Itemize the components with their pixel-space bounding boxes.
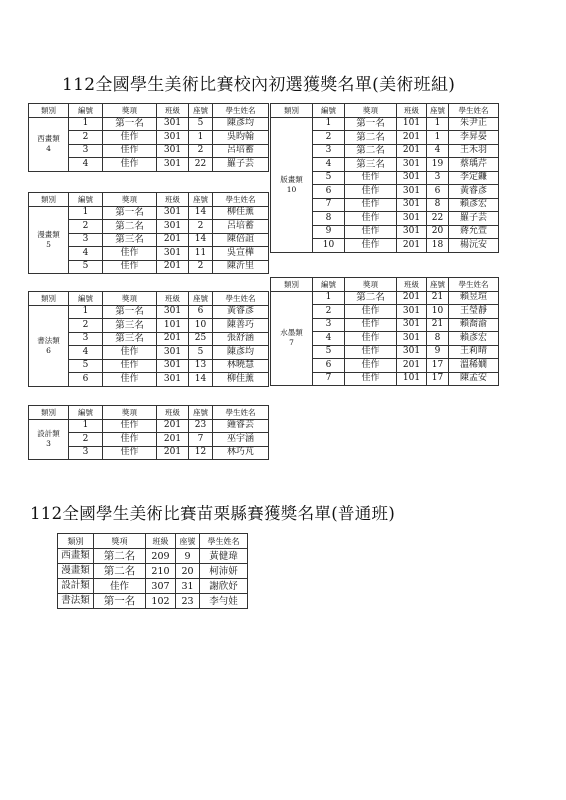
table-header-row bbox=[271, 104, 499, 118]
class-number: 210 bbox=[146, 564, 176, 579]
class-number: 101 bbox=[397, 372, 427, 386]
header-number: 編號 bbox=[69, 104, 103, 118]
award-rank: 佳作 bbox=[94, 579, 146, 594]
award-rank: 第一名 bbox=[103, 117, 157, 131]
student-name: 吳宣樺 bbox=[213, 247, 269, 261]
header-name: 學生姓名 bbox=[449, 104, 499, 118]
class-number: 201 bbox=[157, 260, 189, 274]
table-header-row bbox=[29, 406, 269, 420]
seat-number: 23 bbox=[176, 594, 200, 609]
category-cell bbox=[271, 117, 313, 252]
table-header-row bbox=[271, 278, 499, 292]
header-name: 學生姓名 bbox=[449, 278, 499, 292]
class-number: 101 bbox=[157, 319, 189, 333]
class-number: 101 bbox=[397, 117, 427, 131]
entry-number: 9 bbox=[313, 225, 345, 239]
table-row bbox=[271, 117, 499, 131]
painting-award-table bbox=[28, 103, 269, 172]
student-name: 李勻娃 bbox=[200, 594, 248, 609]
class-number: 301 bbox=[397, 225, 427, 239]
award-rank: 第二名 bbox=[345, 291, 397, 305]
table-row bbox=[58, 549, 248, 564]
award-rank: 第三名 bbox=[103, 233, 157, 247]
class-number: 301 bbox=[397, 305, 427, 319]
student-name: 陳沂里 bbox=[213, 260, 269, 274]
entry-number: 2 bbox=[69, 220, 103, 234]
seat-number: 11 bbox=[189, 247, 213, 261]
seat-number: 17 bbox=[427, 372, 449, 386]
comic-award-table bbox=[28, 192, 269, 274]
award-rank: 佳作 bbox=[345, 345, 397, 359]
header-class: 班級 bbox=[397, 278, 427, 292]
header-seat: 座號 bbox=[176, 534, 200, 549]
award-rank: 佳作 bbox=[345, 359, 397, 373]
student-name: 李昇晏 bbox=[449, 131, 499, 145]
header-category: 類別 bbox=[29, 292, 69, 306]
seat-number: 14 bbox=[189, 233, 213, 247]
header-seat: 座號 bbox=[427, 104, 449, 118]
entry-number: 5 bbox=[313, 345, 345, 359]
student-name: 溫稀嫺 bbox=[449, 359, 499, 373]
seat-number: 19 bbox=[427, 158, 449, 172]
table-header-row bbox=[29, 193, 269, 207]
student-name: 柯沛妍 bbox=[200, 564, 248, 579]
entry-number: 6 bbox=[313, 185, 345, 199]
entry-number: 6 bbox=[313, 359, 345, 373]
entry-number: 3 bbox=[69, 446, 103, 460]
class-number: 301 bbox=[157, 117, 189, 131]
entry-number: 8 bbox=[313, 212, 345, 226]
class-number: 301 bbox=[157, 131, 189, 145]
entry-number: 1 bbox=[69, 419, 103, 433]
student-name: 賴彥宏 bbox=[449, 198, 499, 212]
award-rank: 佳作 bbox=[103, 247, 157, 261]
student-name: 黃睿彥 bbox=[213, 305, 269, 319]
category-cell bbox=[29, 305, 69, 386]
class-number: 301 bbox=[397, 318, 427, 332]
ink-award-table bbox=[270, 277, 499, 386]
table-row bbox=[29, 206, 269, 220]
student-name: 陳倍誼 bbox=[213, 233, 269, 247]
header-class: 班級 bbox=[157, 193, 189, 207]
award-rank: 第一名 bbox=[345, 117, 397, 131]
seat-number: 2 bbox=[189, 260, 213, 274]
seat-number: 25 bbox=[189, 332, 213, 346]
header-class: 班級 bbox=[157, 406, 189, 420]
header-seat: 座號 bbox=[189, 406, 213, 420]
award-rank: 佳作 bbox=[345, 239, 397, 253]
seat-number: 14 bbox=[189, 373, 213, 387]
header-category: 類別 bbox=[29, 406, 69, 420]
class-number: 301 bbox=[157, 346, 189, 360]
student-name: 羅子芸 bbox=[213, 158, 269, 172]
header-number: 編號 bbox=[313, 278, 345, 292]
award-rank: 佳作 bbox=[345, 305, 397, 319]
student-name: 王瑩靜 bbox=[449, 305, 499, 319]
seat-number: 21 bbox=[427, 318, 449, 332]
seat-number: 1 bbox=[189, 131, 213, 145]
class-number: 301 bbox=[397, 158, 427, 172]
category-cell bbox=[29, 117, 69, 171]
category-count: 7 bbox=[289, 338, 294, 348]
category-label: 漫畫類 bbox=[37, 229, 60, 239]
class-number: 201 bbox=[397, 131, 427, 145]
award-rank: 佳作 bbox=[345, 225, 397, 239]
seat-number: 17 bbox=[427, 359, 449, 373]
header-number: 編號 bbox=[69, 406, 103, 420]
header-name: 學生姓名 bbox=[213, 406, 269, 420]
seat-number: 2 bbox=[189, 144, 213, 158]
header-category: 類別 bbox=[29, 104, 69, 118]
student-name: 蔡瑀芹 bbox=[449, 158, 499, 172]
student-name: 王莉晴 bbox=[449, 345, 499, 359]
header-seat: 座號 bbox=[189, 292, 213, 306]
entry-number: 2 bbox=[69, 433, 103, 447]
entry-number: 3 bbox=[69, 233, 103, 247]
student-name: 陳彥均 bbox=[213, 346, 269, 360]
class-number: 201 bbox=[397, 144, 427, 158]
entry-number: 10 bbox=[313, 239, 345, 253]
class-number: 209 bbox=[146, 549, 176, 564]
page-title-school: 112全國學生美術比賽校內初選獲獎名單(美術班組) bbox=[62, 75, 456, 95]
student-name: 黃健瑋 bbox=[200, 549, 248, 564]
seat-number: 22 bbox=[427, 212, 449, 226]
entry-number: 1 bbox=[313, 291, 345, 305]
student-name: 賴彥宏 bbox=[449, 332, 499, 346]
category-count: 6 bbox=[46, 345, 51, 355]
category-count: 10 bbox=[286, 184, 297, 194]
entry-number: 5 bbox=[313, 171, 345, 185]
class-number: 301 bbox=[397, 212, 427, 226]
category-cell: 漫畫類 bbox=[58, 564, 94, 579]
header-category: 類別 bbox=[58, 534, 94, 549]
award-rank: 第三名 bbox=[103, 319, 157, 333]
entry-number: 5 bbox=[69, 260, 103, 274]
seat-number: 20 bbox=[427, 225, 449, 239]
award-rank: 佳作 bbox=[345, 185, 397, 199]
header-name: 學生姓名 bbox=[200, 534, 248, 549]
student-name: 陳彥均 bbox=[213, 117, 269, 131]
printmaking-award-table bbox=[270, 103, 499, 253]
student-name: 巫宇涵 bbox=[213, 433, 269, 447]
award-rank: 佳作 bbox=[345, 212, 397, 226]
award-rank: 佳作 bbox=[103, 373, 157, 387]
entry-number: 4 bbox=[69, 346, 103, 360]
category-count: 5 bbox=[46, 239, 51, 249]
award-rank: 第三名 bbox=[103, 332, 157, 346]
award-rank: 佳作 bbox=[103, 346, 157, 360]
table-row bbox=[29, 117, 269, 131]
header-award: 獎項 bbox=[345, 104, 397, 118]
table-header-row bbox=[58, 534, 248, 549]
table-row bbox=[29, 419, 269, 433]
award-rank: 第三名 bbox=[345, 158, 397, 172]
seat-number: 31 bbox=[176, 579, 200, 594]
header-class: 班級 bbox=[397, 104, 427, 118]
student-name: 黃睿彥 bbox=[449, 185, 499, 199]
seat-number: 6 bbox=[189, 305, 213, 319]
student-name: 李定鐮 bbox=[449, 171, 499, 185]
page-title-county: 112全國學生美術比賽苗栗縣賽獲獎名單(普通班) bbox=[30, 504, 396, 523]
student-name: 楊沅安 bbox=[449, 239, 499, 253]
category-label: 西畫類 bbox=[37, 134, 60, 143]
class-number: 301 bbox=[397, 332, 427, 346]
table-header-row bbox=[29, 292, 269, 306]
category-cell bbox=[29, 206, 69, 274]
class-number: 201 bbox=[157, 233, 189, 247]
entry-number: 2 bbox=[313, 305, 345, 319]
class-number: 201 bbox=[397, 359, 427, 373]
seat-number: 22 bbox=[189, 158, 213, 172]
seat-number: 23 bbox=[189, 419, 213, 433]
category-cell: 書法類 bbox=[58, 594, 94, 609]
student-name: 謝欣妤 bbox=[200, 579, 248, 594]
seat-number: 5 bbox=[189, 346, 213, 360]
award-rank: 第一名 bbox=[94, 594, 146, 609]
award-rank: 第一名 bbox=[103, 305, 157, 319]
award-rank: 佳作 bbox=[103, 419, 157, 433]
seat-number: 8 bbox=[427, 198, 449, 212]
header-award: 獎項 bbox=[103, 406, 157, 420]
seat-number: 3 bbox=[427, 171, 449, 185]
class-number: 201 bbox=[397, 239, 427, 253]
table-row bbox=[271, 291, 499, 305]
entry-number: 4 bbox=[313, 332, 345, 346]
seat-number: 7 bbox=[189, 433, 213, 447]
seat-number: 18 bbox=[427, 239, 449, 253]
class-number: 301 bbox=[157, 359, 189, 373]
entry-number: 4 bbox=[313, 158, 345, 172]
seat-number: 4 bbox=[427, 144, 449, 158]
seat-number: 1 bbox=[427, 131, 449, 145]
seat-number: 5 bbox=[189, 117, 213, 131]
entry-number: 1 bbox=[69, 305, 103, 319]
seat-number: 6 bbox=[427, 185, 449, 199]
header-award: 獎項 bbox=[103, 193, 157, 207]
student-name: 朱尹正 bbox=[449, 117, 499, 131]
category-cell: 西畫類 bbox=[58, 549, 94, 564]
table-row bbox=[29, 305, 269, 319]
student-name: 張舒涵 bbox=[213, 332, 269, 346]
category-cell bbox=[271, 291, 313, 386]
class-number: 301 bbox=[157, 206, 189, 220]
class-number: 201 bbox=[157, 419, 189, 433]
category-count: 3 bbox=[46, 439, 51, 449]
entry-number: 3 bbox=[313, 144, 345, 158]
entry-number: 1 bbox=[69, 117, 103, 131]
award-rank: 佳作 bbox=[345, 198, 397, 212]
header-award: 獎項 bbox=[345, 278, 397, 292]
header-award: 獎項 bbox=[103, 292, 157, 306]
table-row bbox=[58, 579, 248, 594]
header-class: 班級 bbox=[157, 292, 189, 306]
award-rank: 佳作 bbox=[345, 171, 397, 185]
student-name: 柳佳薰 bbox=[213, 206, 269, 220]
student-name: 賴昱瑄 bbox=[449, 291, 499, 305]
class-number: 102 bbox=[146, 594, 176, 609]
entry-number: 3 bbox=[313, 318, 345, 332]
student-name: 柳佳薰 bbox=[213, 373, 269, 387]
student-name: 呂培蓄 bbox=[213, 220, 269, 234]
category-count: 4 bbox=[46, 144, 51, 153]
class-number: 201 bbox=[157, 433, 189, 447]
design-award-table bbox=[28, 405, 269, 460]
student-name: 林曉慧 bbox=[213, 359, 269, 373]
student-name: 賴喬渝 bbox=[449, 318, 499, 332]
student-name: 蔣允萱 bbox=[449, 225, 499, 239]
header-award: 獎項 bbox=[103, 104, 157, 118]
header-name: 學生姓名 bbox=[213, 104, 269, 118]
table-header-row bbox=[29, 104, 269, 118]
category-cell bbox=[29, 419, 69, 460]
class-number: 301 bbox=[397, 171, 427, 185]
award-rank: 佳作 bbox=[345, 332, 397, 346]
category-label: 書法類 bbox=[37, 335, 60, 345]
class-number: 301 bbox=[157, 158, 189, 172]
student-name: 羅子芸 bbox=[449, 212, 499, 226]
entry-number: 3 bbox=[69, 332, 103, 346]
award-rank: 佳作 bbox=[345, 372, 397, 386]
header-category: 類別 bbox=[271, 104, 313, 118]
seat-number: 14 bbox=[189, 206, 213, 220]
award-rank: 佳作 bbox=[103, 131, 157, 145]
seat-number: 20 bbox=[176, 564, 200, 579]
header-class: 班級 bbox=[146, 534, 176, 549]
class-number: 301 bbox=[397, 198, 427, 212]
class-number: 301 bbox=[157, 220, 189, 234]
entry-number: 1 bbox=[313, 117, 345, 131]
entry-number: 5 bbox=[69, 359, 103, 373]
header-seat: 座號 bbox=[189, 193, 213, 207]
seat-number: 8 bbox=[427, 332, 449, 346]
seat-number: 2 bbox=[189, 220, 213, 234]
class-number: 201 bbox=[397, 291, 427, 305]
entry-number: 4 bbox=[69, 158, 103, 172]
header-number: 編號 bbox=[69, 193, 103, 207]
entry-number: 3 bbox=[69, 144, 103, 158]
class-number: 301 bbox=[157, 373, 189, 387]
category-label: 設計類 bbox=[37, 429, 60, 439]
class-number: 301 bbox=[157, 305, 189, 319]
award-rank: 第二名 bbox=[94, 549, 146, 564]
category-label: 水墨類 bbox=[280, 328, 303, 338]
award-rank: 佳作 bbox=[103, 359, 157, 373]
student-name: 陳孟安 bbox=[449, 372, 499, 386]
class-number: 201 bbox=[157, 446, 189, 460]
entry-number: 7 bbox=[313, 198, 345, 212]
award-rank: 佳作 bbox=[103, 446, 157, 460]
seat-number: 13 bbox=[189, 359, 213, 373]
award-rank: 第二名 bbox=[345, 144, 397, 158]
seat-number: 10 bbox=[427, 305, 449, 319]
category-cell: 設計類 bbox=[58, 579, 94, 594]
entry-number: 1 bbox=[69, 206, 103, 220]
award-rank: 佳作 bbox=[103, 433, 157, 447]
class-number: 301 bbox=[157, 144, 189, 158]
seat-number: 12 bbox=[189, 446, 213, 460]
award-rank: 第一名 bbox=[103, 206, 157, 220]
header-name: 學生姓名 bbox=[213, 193, 269, 207]
seat-number: 9 bbox=[176, 549, 200, 564]
award-rank: 佳作 bbox=[103, 158, 157, 172]
entry-number: 6 bbox=[69, 373, 103, 387]
general-class-award-table bbox=[57, 533, 248, 609]
award-rank: 第二名 bbox=[345, 131, 397, 145]
entry-number: 2 bbox=[313, 131, 345, 145]
award-rank: 第二名 bbox=[103, 220, 157, 234]
student-name: 林巧芃 bbox=[213, 446, 269, 460]
header-number: 編號 bbox=[69, 292, 103, 306]
student-name: 呂培蓄 bbox=[213, 144, 269, 158]
header-class: 班級 bbox=[157, 104, 189, 118]
class-number: 307 bbox=[146, 579, 176, 594]
entry-number: 2 bbox=[69, 131, 103, 145]
table-row bbox=[58, 594, 248, 609]
seat-number: 21 bbox=[427, 291, 449, 305]
award-rank: 佳作 bbox=[103, 144, 157, 158]
calligraphy-award-table bbox=[28, 291, 269, 387]
entry-number: 4 bbox=[69, 247, 103, 261]
student-name: 陳善巧 bbox=[213, 319, 269, 333]
entry-number: 2 bbox=[69, 319, 103, 333]
header-seat: 座號 bbox=[427, 278, 449, 292]
table-row bbox=[58, 564, 248, 579]
seat-number: 9 bbox=[427, 345, 449, 359]
header-category: 類別 bbox=[271, 278, 313, 292]
student-name: 王禾羽 bbox=[449, 144, 499, 158]
category-label: 版畫類 bbox=[280, 174, 303, 184]
seat-number: 10 bbox=[189, 319, 213, 333]
class-number: 301 bbox=[157, 247, 189, 261]
award-rank: 第二名 bbox=[94, 564, 146, 579]
class-number: 301 bbox=[397, 185, 427, 199]
class-number: 301 bbox=[397, 345, 427, 359]
entry-number: 7 bbox=[313, 372, 345, 386]
award-rank: 佳作 bbox=[345, 318, 397, 332]
class-number: 201 bbox=[157, 332, 189, 346]
header-number: 編號 bbox=[313, 104, 345, 118]
seat-number: 1 bbox=[427, 117, 449, 131]
header-name: 學生姓名 bbox=[213, 292, 269, 306]
award-rank: 佳作 bbox=[103, 260, 157, 274]
student-name: 吳昀翰 bbox=[213, 131, 269, 145]
header-seat: 座號 bbox=[189, 104, 213, 118]
header-category: 類別 bbox=[29, 193, 69, 207]
header-award: 獎項 bbox=[94, 534, 146, 549]
student-name: 鍾睿芸 bbox=[213, 419, 269, 433]
